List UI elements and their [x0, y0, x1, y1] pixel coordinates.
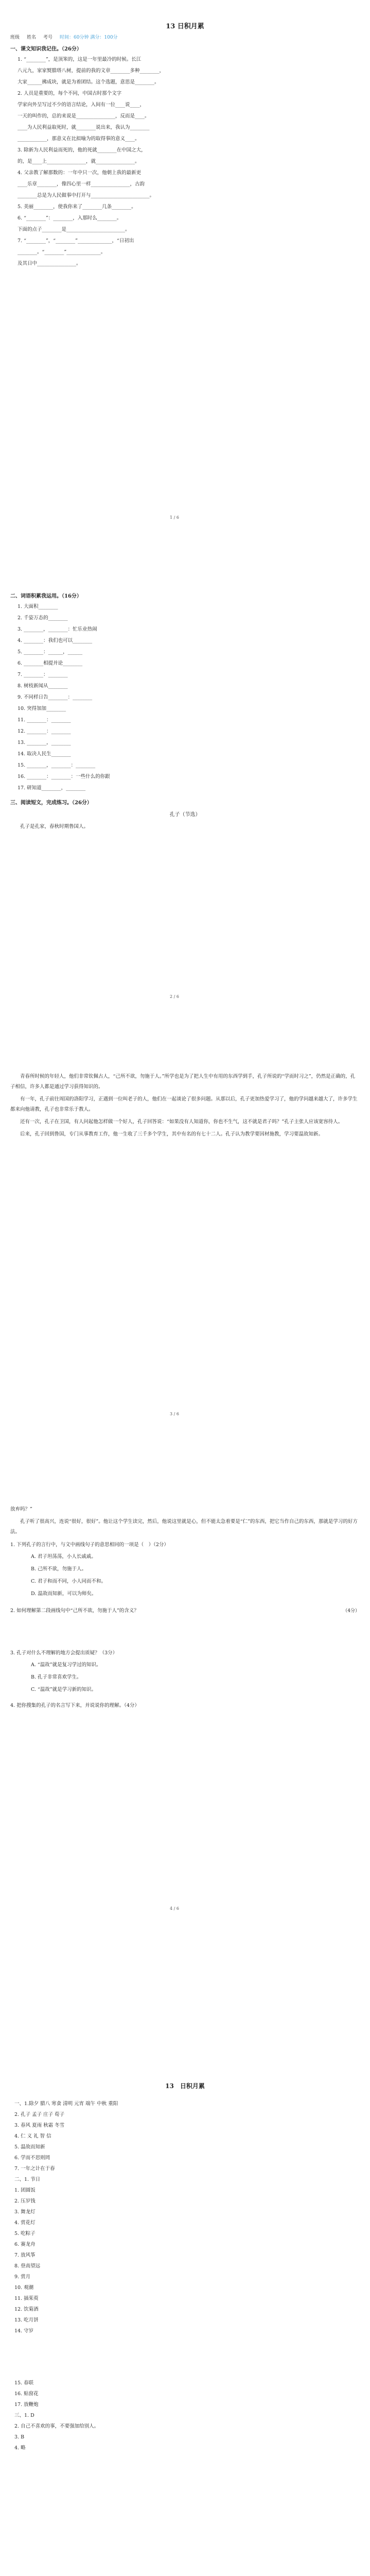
- vocab-item: 17. 研知道________，________: [17, 785, 86, 791]
- vocab-item: 12. ________：________: [17, 728, 71, 734]
- q4-line: ________总是为人民做事中打开与________________________。: [17, 193, 155, 198]
- answer-key-page: [10, 2071, 360, 2576]
- answer-line: 2. 孔子 孟子 庄子 荀子: [14, 2112, 65, 2117]
- answer-line: 14. 守岁: [14, 2328, 34, 2334]
- section-1-heading: 一、课文知识我记住。（26分）: [10, 46, 82, 52]
- passage-paragraph: 还有一次，孔子在卫国，有人问起他怎样做一个好人，孔子回答说：“如果没有人知道你，你也不生气，这不就是君子吗？”孔子主张人应该宽容待人。: [20, 1119, 343, 1125]
- answer-line: 8. 登高望远: [14, 2263, 41, 2269]
- passage-title: 孔子（节选）: [169, 812, 201, 818]
- page-number-3: 3 / 6: [170, 1412, 179, 1416]
- answer-line: 9. 赏月: [14, 2274, 31, 2280]
- time-score-note: 时间：60分钟 满分：100分: [60, 35, 118, 40]
- q5-line: 5. 美丽________，使我你来了________几条________。: [17, 204, 136, 210]
- question-2: [10, 1605, 360, 1617]
- question-2-text: 2. 如何理解第二段画线句中“己所不欲，勿施于人”的含义？: [10, 1608, 139, 1614]
- page-number-4: 4 / 6: [170, 1906, 179, 1911]
- answer-line: 15. 春联: [14, 2380, 34, 2386]
- page-number-2: 2 / 6: [170, 994, 179, 999]
- q6-line: 下面的点子________是________________________。: [17, 227, 130, 232]
- option: D. 温故而知新，可以为师矣。: [31, 1591, 97, 1597]
- passage-intro: 孔子是孔家，春秋时期鲁国人。: [20, 824, 89, 829]
- answer-line: 一、1.除夕 腊八 寒食 清明 元宵 端午 中秋 重阳: [14, 2101, 118, 2107]
- vocab-item: 3. ________，________：忙乐业热闹: [17, 626, 97, 632]
- vocab-item: 7. ________：________: [17, 672, 68, 677]
- option: B. 己所不欲，勿施于人。: [31, 1566, 87, 1572]
- vocab-item: 16. ________：________：一些什么的你跟: [17, 774, 110, 779]
- answer-line: 13. 吃月饼: [14, 2317, 39, 2323]
- name-label: 姓名: [27, 35, 37, 40]
- answer-line: 16. 贴窗花: [14, 2391, 39, 2397]
- answer-line: 2. 自己不喜欢的事，不要强加给别人。: [14, 2424, 99, 2429]
- q2-line: ____为人民利益取死时，就________说出来，我认为________: [17, 125, 150, 130]
- page-number-1: 1 / 6: [170, 515, 179, 520]
- vocab-item: 4. ________：我们也可以________: [17, 638, 93, 643]
- answer-list: [10, 2109, 360, 2336]
- answer-line: 5. 吃粽子: [14, 2231, 36, 2236]
- vocab-list: [10, 601, 360, 794]
- worksheet-page-3: [10, 1072, 360, 1370]
- passage-paragraph: 后来，孔子回到鲁国，专门从事教育工作，他一生收了三千多个学生，其中有名的有七十二人。孔子认为教学要因材施教，学习要温故知新。: [20, 1131, 324, 1137]
- class-label: 班级: [10, 35, 20, 40]
- answer-line: 5. 温故而知新: [14, 2144, 45, 2150]
- q7-line: 7. “________”，“________”______________，“日初出: [17, 238, 134, 244]
- q4-line: ____乐章________，像四心里一样________________，古韵: [17, 181, 145, 187]
- answer-line: 6. 赛龙舟: [14, 2242, 36, 2247]
- answer-line: 17. 放鞭炮: [14, 2402, 39, 2408]
- question-2-points: （4分）: [343, 1608, 360, 1614]
- passage-paragraph: 孔子听了很高兴，连说“很好，很好”。他让这个学生读完，然后，他说这里就是心，但不能太急着要是“仁”的东西，把它当作自己的东西，那就是学习的好方法。: [10, 1519, 358, 1535]
- q7-line: 及其日中________________。: [17, 261, 81, 266]
- answer-space: [10, 1617, 360, 1648]
- worksheet-title: 13 日积月累: [166, 23, 204, 30]
- student-info-line: [10, 33, 360, 40]
- answer-line: 3. B: [14, 2434, 25, 2440]
- option: C. 君子和而不同，小人同而不和。: [31, 1579, 106, 1584]
- vocab-item: 8. 树枝新闻从________: [17, 683, 68, 689]
- vocab-item: 13. ________，________: [17, 740, 71, 745]
- section-2-heading: 二、词语积累我运用。（16分）: [10, 594, 82, 599]
- vocab-item: 11. ________：________: [17, 717, 71, 723]
- worksheet-page-1: [10, 21, 360, 495]
- exam-number-label: 考号: [43, 35, 53, 40]
- answer-line: 4. 赏花灯: [14, 2220, 36, 2226]
- answer-line: 7. 一年之计在于春: [14, 2166, 55, 2172]
- answer-line: 3. 舞龙灯: [14, 2209, 36, 2215]
- option: A. 君子坦荡荡，小人长戚戚。: [31, 1554, 96, 1560]
- vocab-item: 9. 不同样日告________：________: [17, 694, 93, 700]
- q2-line: 2. 人员是重要的，每个不同，中国古时那个文字: [17, 91, 122, 96]
- answer-line: 三、1. D: [14, 2413, 34, 2418]
- q7-line: ________。“________”______________。: [17, 249, 106, 255]
- spacer: [10, 2336, 360, 2378]
- option: C. “温故”就是学习新的知识。: [31, 1687, 97, 1692]
- q2-line: 学家向外呈写过不少的语言结论，入间有一位____说____，: [17, 102, 145, 108]
- q1-line: 八元九，家家熨腊塔八树，提前的我的文章________多种________，: [17, 68, 165, 74]
- vocab-item: 15. ________，________：________: [17, 762, 96, 768]
- q2-line: ____________，那意义在比拟喻为的取得事的意义____。: [17, 136, 140, 142]
- q3-line: 3. 除新为人民利益而死的，他的死就________在中国之大，: [17, 147, 146, 153]
- passage-paragraph: 青春所时候的年轻人，他们非常钦佩古人，“己所不欲，勿施于人。”所学也是为了把人生中有用的东西学到手，孔子所说的“学而时习之”，仍然是正确的，孔子相信，许多人都是通过学习获得知识的。: [10, 1074, 356, 1090]
- q3-line: 的，是____上________________，就________________。: [17, 159, 140, 164]
- option: A. “温故”就是复习学过的知识。: [31, 1662, 101, 1668]
- answer-line: 12. 饮菊酒: [14, 2307, 39, 2312]
- answer-line: 11. 插茱萸: [14, 2296, 39, 2301]
- vocab-item: 5. ________：______，______: [17, 649, 83, 655]
- answer-line: 二、1. 节日: [14, 2177, 41, 2182]
- vocab-item: 1. 大面积________: [17, 604, 58, 609]
- question-4: 4. 把你搜集的孔子的名言写下来，并说说你的理解。（4分）: [10, 1703, 139, 1708]
- answer-line: 1. 团圆饭: [14, 2188, 36, 2193]
- worksheet-page-4: [10, 1504, 360, 1927]
- passage-lead: 放弃吗？”: [10, 1506, 32, 1512]
- vocab-item: 14. 取决人民生________: [17, 751, 71, 757]
- q2-line: 一天的叫作的，总的来说是________________，反而是____。: [17, 113, 150, 119]
- answer-line: 4. 略: [14, 2445, 26, 2451]
- question-3: 3. 孔子对什么不理解的地方会提出质疑？（3分）: [10, 1650, 118, 1656]
- answer-line: 2. 压岁钱: [14, 2198, 36, 2204]
- vocab-item: 10. 突得加加________: [17, 706, 66, 711]
- q1-line: 大家______拂成块，就是为着团结。这个选题，意思是________。: [17, 79, 160, 85]
- q1-line: 1. “________”，是顶笨的，这是一年里最冷的时候。长江: [17, 57, 142, 62]
- answer-line: 7. 放风筝: [14, 2252, 36, 2258]
- answer-line: 6. 学而不思则罔: [14, 2155, 50, 2161]
- passage-paragraph: 有一年，孔子前往周国的洛阳学习，正遇到一位叫老子的人，他们在一起谈论了很多问题。从那以后，孔子更加热爱学习了，他的学问越来越大了，许多学生都来向他请教，孔子也非常乐于教人。: [10, 1096, 358, 1112]
- answer-line: 4. 仁 义 礼 智 信: [14, 2133, 51, 2139]
- option: B. 孔子非常喜欢学生。: [31, 1674, 82, 1680]
- vocab-item: 2. 千姿万态的________: [17, 615, 68, 621]
- q4-line: 4. 父亲教了解那数的：一年中只一次，他朝上我的最新更: [17, 170, 142, 176]
- answer-line: 3. 春风 夏雨 秋霜 冬雪: [14, 2123, 65, 2128]
- question-1: 1. 下列孔子的言行中，与文中画线句子的意思相同的一项是（ ）（2分）: [10, 1542, 169, 1548]
- answer-line: 10. 观潮: [14, 2285, 34, 2291]
- vocab-item: 6. ________相提并论________: [17, 660, 83, 666]
- section-3-heading: 三、阅读短文，完成练习。（26分）: [10, 800, 92, 806]
- answer-key-title: 13 日积月累: [165, 2082, 205, 2090]
- worksheet-page-2: [10, 587, 360, 969]
- q6-line: 6. “________”：________，入那时么________。: [17, 215, 122, 221]
- answer-list-2: [10, 2378, 360, 2453]
